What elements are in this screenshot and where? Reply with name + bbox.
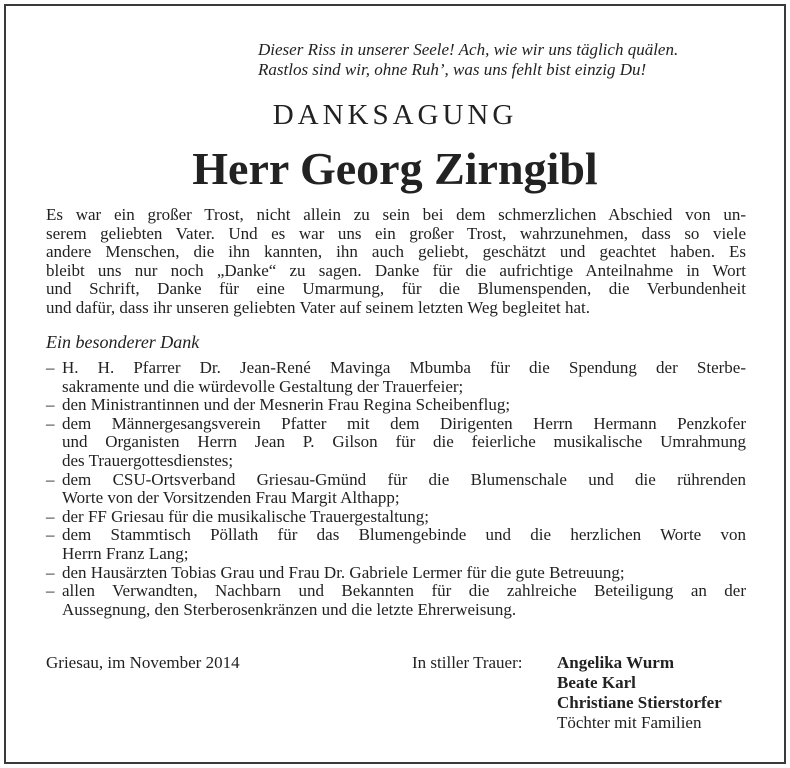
thanks-line: allen Verwandten, Nachbarn und Bekannten für die zahlreiche Beteiligung an der <box>62 581 746 601</box>
dash-bullet: – <box>46 506 55 526</box>
thanks-item <box>46 564 746 583</box>
thanks-line: den Ministrantinnen und der Mesnerin Frau Regina Scheibenflug; <box>62 395 511 415</box>
poem-line: Dieser Riss in unserer Seele! Ach, wie wir uns täglich quälen. <box>258 40 679 59</box>
dash-bullet: – <box>46 581 55 601</box>
thanks-item <box>46 508 746 527</box>
signer-name: Angelika Wurm <box>557 653 674 672</box>
dash-bullet: – <box>46 562 55 582</box>
heading-danksagung: DANKSAGUNG <box>272 99 518 131</box>
deceased-name: Herr Georg Zirngibl <box>192 143 598 194</box>
thanks-line: dem CSU-Ortsverband Griesau-Gmünd für die Blumenschale und die rührenden <box>62 469 746 489</box>
thanks-line: der FF Griesau für die musikalische Trauergestaltung; <box>62 506 430 526</box>
signer-name: Beate Karl <box>557 673 636 692</box>
intro-line: andere Menschen, die ihn kannten, ihn auch geliebt, geschätzt und geachtet haben. Es <box>46 242 746 262</box>
intro-line: und Schrift, Danke für eine Umarmung, für die Blumenspenden, die Verbundenheit <box>46 279 746 299</box>
intro-line: serem geliebten Vater. Und es war uns ein großer Trost, wahrzunehmen, dass so viele <box>46 223 746 243</box>
thanks-line: sakramente und die würdevolle Gestaltung der Trauerfeier; <box>62 376 464 396</box>
thanks-line: dem Stammtisch Pöllath für das Blumengebinde und die herzlichen Worte von <box>62 525 746 545</box>
thanks-line: H. H. Pfarrer Dr. Jean-René Mavinga Mbumba für die Spendung der Sterbe- <box>62 358 746 377</box>
thanks-line: Worte von der Vorsitzenden Frau Margit Althapp; <box>62 488 400 508</box>
signer-name: Christiane Stierstorfer <box>557 693 722 712</box>
poem <box>258 40 758 80</box>
special-thanks-heading: Ein besonderer Dank <box>46 332 200 352</box>
thanks-item <box>46 359 746 396</box>
thanks-line: Aussegnung, den Sterberosenkränzen und die letzte Ehrerweisung. <box>62 599 517 619</box>
thanks-line: Herrn Franz Lang; <box>62 543 189 563</box>
thanks-item <box>46 582 746 619</box>
dash-bullet: – <box>46 395 55 415</box>
dash-bullet: – <box>46 413 55 433</box>
dash-bullet: – <box>46 469 55 489</box>
poem-line: Rastlos sind wir, ohne Ruh’, was uns fehlt bist einzig Du! <box>258 60 647 79</box>
dash-bullet: – <box>46 358 55 377</box>
signers-note: Töchter mit Familien <box>557 713 702 732</box>
thanks-line: den Hausärzten Tobias Grau und Frau Dr. Gabriele Lermer für die gute Betreuung; <box>62 562 625 582</box>
signers-block <box>557 653 722 733</box>
thanks-list <box>46 359 746 619</box>
intro-paragraph <box>46 206 746 318</box>
intro-line: bleibt uns nur noch „Danke“ zu sagen. Danke für die aufrichtige Anteilnahme in Wort <box>46 260 746 280</box>
thanks-item <box>46 526 746 563</box>
thanks-item <box>46 415 746 471</box>
thanks-line: des Trauergottesdienstes; <box>62 450 234 470</box>
place-date: Griesau, im November 2014 <box>46 653 240 672</box>
intro-line: Es war ein großer Trost, nicht allein zu sein bei dem schmerzlichen Abschied von un- <box>46 205 746 224</box>
thanks-line: dem Männergesangsverein Pfatter mit dem Dirigenten Herrn Hermann Penzkofer <box>62 413 746 433</box>
intro-line: und dafür, dass ihr unseren geliebten Vater auf seinem letzten Weg begleitet hat. <box>46 297 590 317</box>
thanks-line: und Organisten Herrn Jean P. Gilson für die feierliche musikalische Umrahmung <box>62 432 746 452</box>
thanks-item <box>46 396 746 415</box>
mourning-label: In stiller Trauer: <box>412 653 523 672</box>
dash-bullet: – <box>46 525 55 545</box>
thanks-item <box>46 471 746 508</box>
